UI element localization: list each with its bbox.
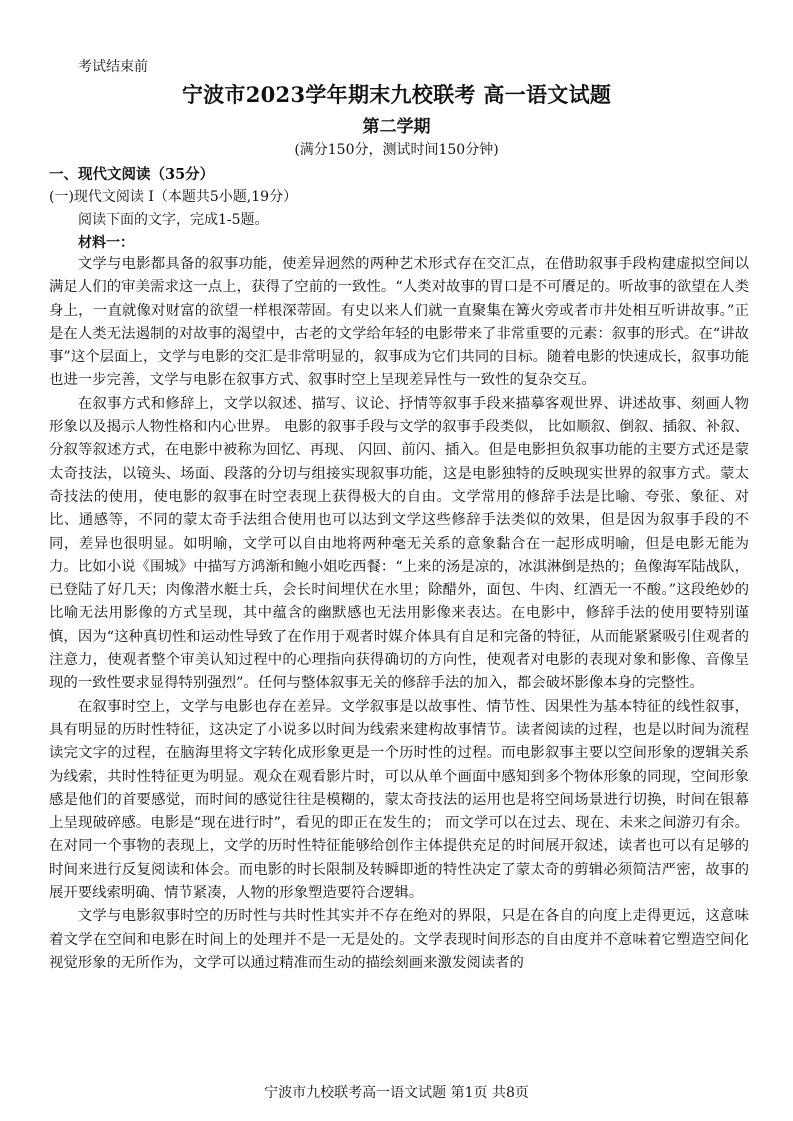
exam-subtitle: 第二学期 (362, 117, 431, 137)
passage-body (49, 253, 749, 975)
page-footer: 宁波市九校联考高一语文试题 第1页 共8页 (264, 1085, 529, 1101)
material-label: 材料一： (78, 235, 134, 251)
exam-info: (满分150分，测试时间150分钟) (294, 142, 499, 158)
instruction: 阅读下面的文字，完成1-5题。 (78, 212, 269, 228)
paragraph: 文学与电影叙事时空的历时性与共时性其实并不存在绝对的界限，只是在各自的向度上走得更远，这意味着文学在空间和电影在时间上的处理并不是一无是处的。文学表现时间形态的自由度并不意味着它塑造空间化视觉形象的无所作为，文学可以通过精准而生动的描绘刻画来激发阅读者的 (49, 908, 749, 971)
paragraph: 在叙事时空上，文学与电影也存在差异。文学叙事是以故事性、情节性、因果性为基本特征的线性叙事，具有明显的历时性特征，这决定了小说多以时间为线索来建构故事情节。读者阅读的过程，也是以时间为流程读完文字的过程，在脑海里将文字转化成形象更是一个历时性的过程。而电影叙事主要以空间形象的逻辑关系为线索，共时性特征更为明显。观众在观看影片时，可以从单个画面中感知到多个物体形象的同现，空间形象感是他们的首要感觉，而时间的感觉往往是模糊的，蒙太奇技法的运用也是将空间场景进行切换，时间在银幕上呈现破碎感。电影是“现在进行时”，看见的即正在发生的； 而文学可以在过去、现在、未来之间游刃有余。在对同一个事物的表现上，文学的历时性特征能够给创作主体提供充足的时间展开叙述，读者也可以有足够的时间来进行反复阅读和体会。而电影的时长限制及转瞬即逝的特性决定了蒙太奇的剪辑必须简洁严密，故事的展开要线索明确、情节紧凑，人物的形象塑造要符合逻辑。 (49, 698, 749, 902)
subsection-heading: (一)现代文阅读 Ⅰ（本题共5小题,19分） (49, 189, 298, 205)
section-heading: 一、现代文阅读（35分） (49, 166, 215, 183)
paragraph: 在叙事方式和修辞上，文学以叙述、描写、议论、抒情等叙事手段来描摹客观世界、讲述故事、刻画人物形象以及揭示人物性格和内心世界。 电影的叙事手段与文学的叙事手段类似， 比如顺叙、倒叙、插叙、补叙、分叙等叙述方式，在电影中被称为回忆、再现、 闪回、前闪、插入。但是电影担负叙事功能的主要方式还是蒙太奇技法，以镜头、场面、段落的分切与组接实现叙事功能，这是电影独特的反映现实世界的叙事方式。蒙太奇技法的使用，使电影的叙事在时空表现上获得极大的自由。文学常用的修辞手法是比喻、夸张、象征、对比、通感等，不同的蒙太奇手法组合使用也可以达到文学这些修辞手法类似的效果，但是因为叙事手段的不同，差异也很明显。如明喻，文学可以自由地将两种毫无关系的意象黏合在一起形成明喻，但是电影无能为力。比如小说《围城》中描写方鸿渐和鲍小姐吃西餐：“上来的汤是凉的，冰淇淋倒是热的；鱼像海军陆战队，已登陆了好几天；肉像潜水艇士兵，会长时间埋伏在水里；除醋外，面包、牛肉、红酒无一不酸。”这段绝妙的比喻无法用影像的方式呈现，其中蕴含的幽默感也无法用影像来表达。在电影中，修辞手法的使用要特别谨慎，因为“这种真切性和运动性导致了在作用于观者时媒介体具有自足和完备的特征，从而能紧紧吸引住观者的注意力，使观者整个审美认知过程中的心理指向获得确切的方向性，使观者对电影的表现对象和影像、音像呈现的一致性要求显得特别强烈”。任何与整体叙事无关的修辞手法的加入，都会破坏影像本身的完整性。 (49, 395, 749, 692)
top-note: 考试结束前 (78, 59, 148, 75)
paragraph: 文学与电影都具备的叙事功能，使差异迥然的两种艺术形式存在交汇点，在借助叙事手段构建虚拟空间以满足人们的审美需求这一点上，获得了空前的一致性。“人类对故事的胃口是不可餍足的。听故事的欲望在人类身上，一直就像对财富的欲望一样根深蒂固。有史以来人们就一直聚集在篝火旁或者市井处相互听讲故事。”正是在人类无法遏制的对故事的渴望中，古老的文学给年轻的电影带来了非常重要的元素：叙事的形式。在“讲故事”这个层面上，文学与电影的交汇是非常明显的，叙事成为它们共同的目标。随着电影的快速成长，叙事功能也进一步完善，文学与电影在叙事方式、叙事时空上呈现差异性与一致性的复杂交互。 (49, 256, 749, 389)
exam-title: 宁波市2023学年期末九校联考 高一语文试题 (181, 82, 612, 107)
